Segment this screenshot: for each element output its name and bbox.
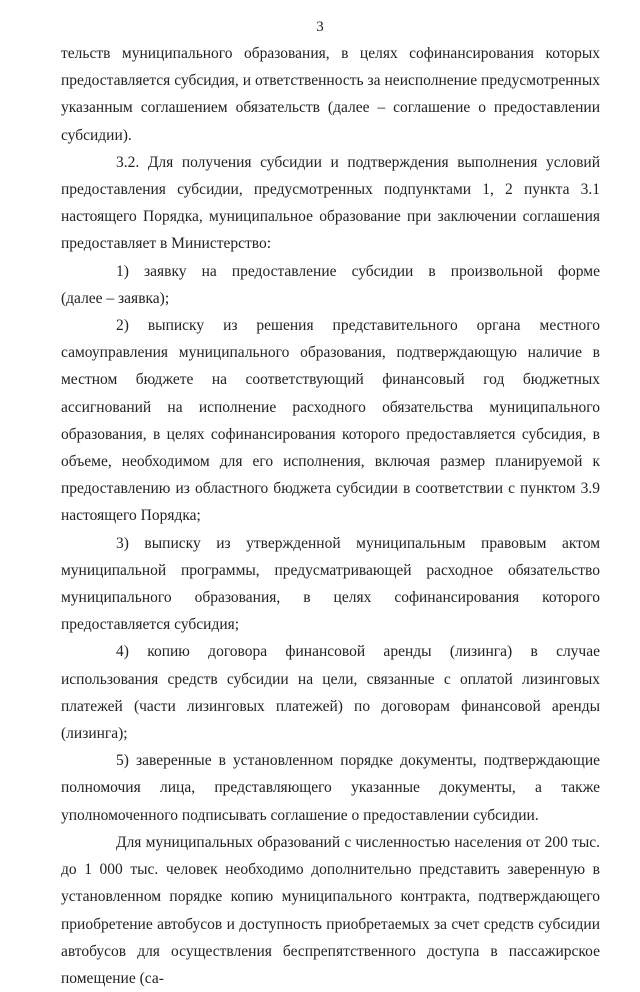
list-item-5: 5) заверенные в установленном порядке документы, подтверждающие полномочия лица, представляющего указанные документы, а также уполномоченного подписывать соглашение о предоставлении субсидии. bbox=[61, 752, 600, 824]
document-body bbox=[61, 40, 600, 992]
list-item-4: 4) копию договора финансовой аренды (лизинга) в случае использования средств субсидии на цели, связанные с оплатой лизинговых платежей (части лизинговых платежей) по договорам финансовой аренды (лизинга); bbox=[61, 643, 600, 743]
page-number: 3 bbox=[316, 19, 324, 35]
paragraph-continuation: тельств муниципального образования, в целях софинансирования которых предоставляется субсидия, и ответственность за неисполнение предусмотренных указанным соглашением обязательств (далее – соглашение о предоставлении субсидии). bbox=[61, 45, 600, 144]
list-item-1-continuation: (далее – заявка); bbox=[61, 289, 170, 307]
paragraph-3-2: 3.2. Для получения субсидии и подтверждения выполнения условий предоставления субсидии, предусмотренных подпунктами 1, 2 пункта 3.1 настоящего Порядка, муниципальное образование при заключении соглашения предоставляет в Министерство: bbox=[61, 153, 600, 253]
paragraph-population-requirement: Для муниципальных образований с численностью населения от 200 тыс. до 1 000 тыс. человек необходимо дополнительно представить заверенную в установленном порядке копию муниципального контракта, подтверждающего приобретение автобусов и доступность приобретаемых за счет средств субсидии автобусов для осуществления беспрепятственного доступа в пассажирское помещение (са- bbox=[61, 833, 600, 987]
list-item-2: 2) выписку из решения представительного органа местного самоуправления муниципального образования, подтверждающую наличие в местном бюджете на соответствующий финансовый год бюджетных ассигнований на исполнение расходного обязательства муниципального образования, в целях софинансирования которого предоставляется субсидия, в объеме, необходимом для его исполнения, включая размер планируемой к предоставлению из областного бюджета субсидии в соответствии с пунктом 3.9 настоящего Порядка; bbox=[61, 317, 600, 525]
list-item-3: 3) выписку из утвержденной муниципальным правовым актом муниципальной программы, предусматривающей расходное обязательство муниципального образования, в целях софинансирования которого предоставляется субсидия; bbox=[61, 534, 600, 634]
list-item-1: 1) заявку на предоставление субсидии в произвольной форме bbox=[116, 262, 600, 280]
